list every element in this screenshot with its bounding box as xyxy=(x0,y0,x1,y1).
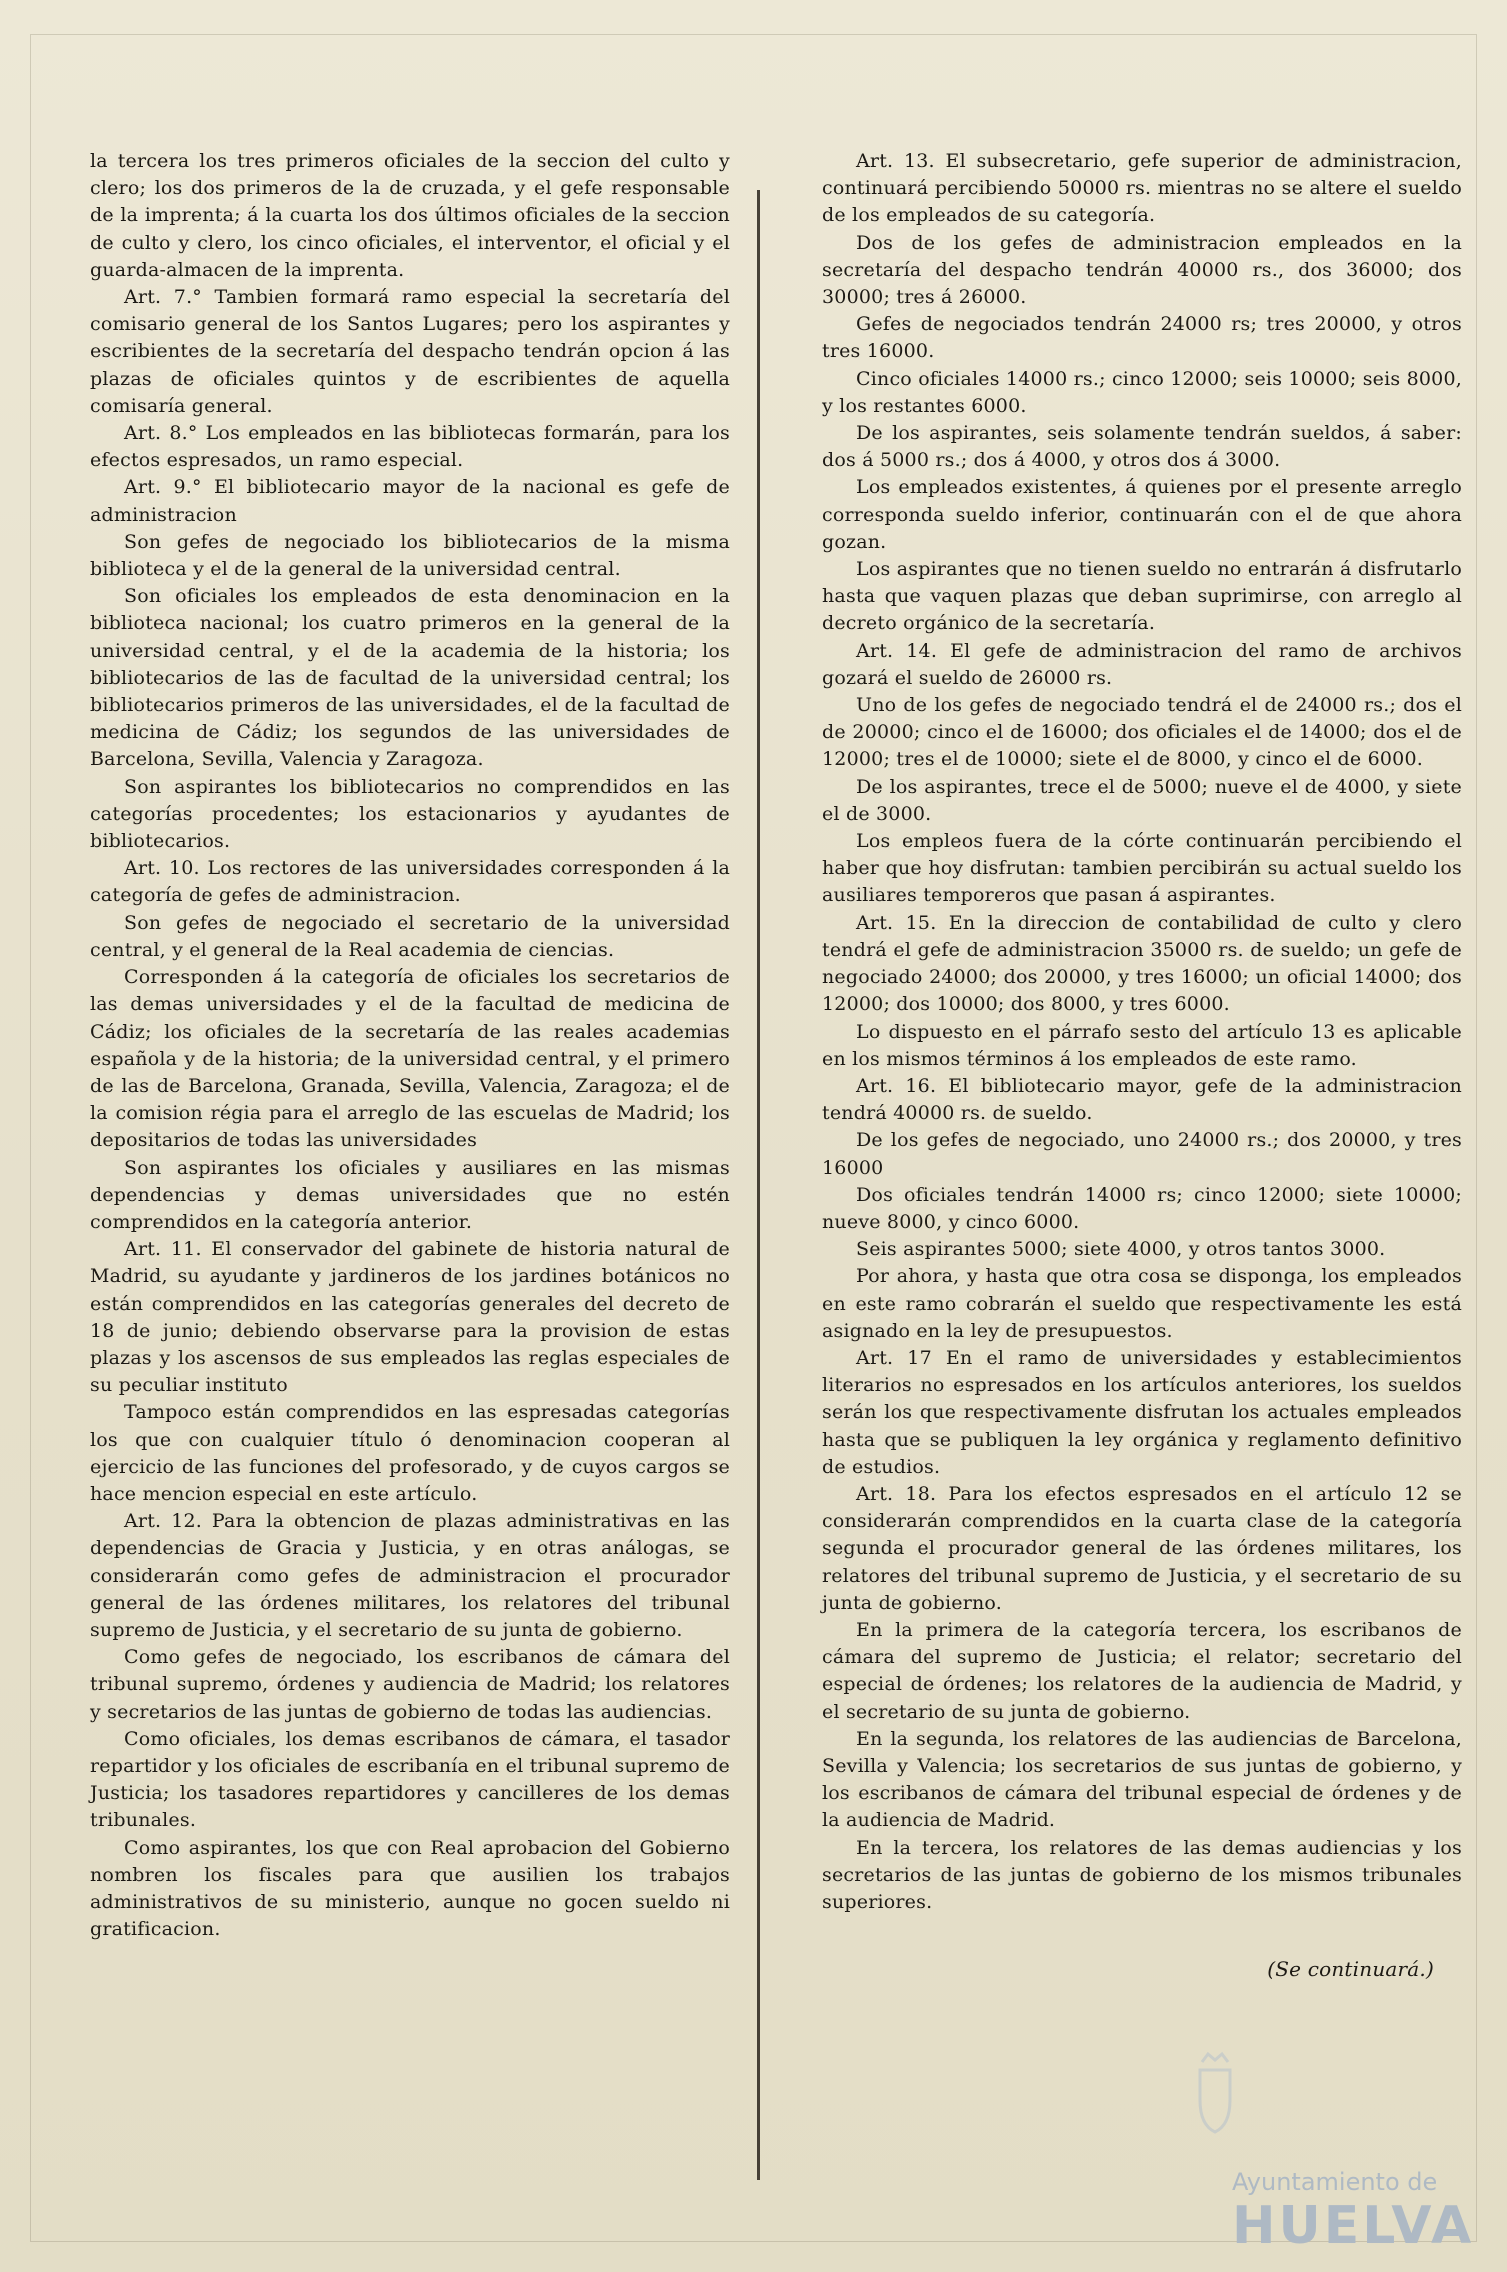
paragraph: Cinco oficiales 14000 rs.; cinco 12000; seis 10000; seis 8000, y los restantes 6000. xyxy=(822,367,1462,417)
paragraph: Lo dispuesto en el párrafo sesto del artículo 13 es aplicable en los mismos términos á los empleados de este ramo. xyxy=(822,1020,1462,1070)
paragraph: Son gefes de negociado los bibliotecarios de la misma biblioteca y el de la general de la universidad central. xyxy=(90,530,730,581)
paragraph: Gefes de negociados tendrán 24000 rs; tres 20000, y otros tres 16000. xyxy=(822,313,1462,363)
article-17: Art. 17 En el ramo de universidades y establecimientos literarios no espresados en los artículos anteriores, los sueldos serán los que respectivamente disfrutan los actuales empleados hasta que se publiquen la ley orgánica y reglamento definitivo de estudios. xyxy=(822,1346,1462,1478)
article-13: Art. 13. El subsecretario, gefe superior de administracion, continuará percibiendo 50000 rs. mientras no se altere el sueldo de los empleados de su categoría. xyxy=(822,150,1462,227)
right-column xyxy=(822,148,1462,1983)
paragraph: Corresponden á la categoría de oficiales los secretarios de las demas universidades y el de la facultad de medicina de Cádiz; los oficiales de la secretaría de las reales academias española y de la historia; de la universidad central, y el primero de las de Barcelona, Granada, Sevilla, Valencia, Zaragoza; el de la comision régia para el arreglo de las escuelas de Madrid; los depositarios de todas las universidades xyxy=(90,966,730,1152)
watermark-line-1: Ayuntamiento de xyxy=(1232,2168,1438,2196)
article-12: Art. 12. Para la obtencion de plazas administrativas en las dependencias de Gracia y Justicia, y en otras análogas, se considerarán como gefes de administracion el procurador general de las órdenes militares, los relatores del tribunal supremo de Justicia, y el secretario de su junta de gobierno. xyxy=(90,1510,730,1641)
paragraph: Como aspirantes, los que con Real aprobacion del Gobierno nombren los fiscales para que ausilien los trabajos administrativos de su ministerio, aunque no gocen sueldo ni gratificacion. xyxy=(90,1836,730,1941)
paragraph: Los aspirantes que no tienen sueldo no entrarán á disfrutarlo hasta que vaquen plazas que deban suprimirse, con arreglo al decreto orgánico de la secretaría. xyxy=(822,558,1462,635)
paragraph: Son aspirantes los oficiales y ausiliares en las mismas dependencias y demas universidades que no estén comprendidos en la categoría anterior. xyxy=(90,1156,730,1233)
article-15: Art. 15. En la direccion de contabilidad de culto y clero tendrá el gefe de administracion 35000 rs. de sueldo; un gefe de negociado 24000; dos 20000, y tres 16000; un oficial 14000; dos 12000; dos 10000; dos 8000, y tres 6000. xyxy=(822,911,1462,1016)
paragraph: Por ahora, y hasta que otra cosa se disponga, los empleados en este ramo cobrarán el sueldo que respectivamente les está asignado en la ley de presupuestos. xyxy=(822,1265,1462,1342)
article-14: Art. 14. El gefe de administracion del ramo de archivos gozará el sueldo de 26000 rs. xyxy=(822,639,1462,689)
paragraph: En la segunda, los relatores de las audiencias de Barcelona, Sevilla y Valencia; los secretarios de sus juntas de gobierno, y los escribanos de cámara del tribunal especial de órdenes y de la audiencia de Madrid. xyxy=(822,1727,1462,1832)
article-10: Art. 10. Los rectores de las universidades corresponden á la categoría de gefes de administracion. xyxy=(90,857,730,907)
paragraph: De los gefes de negociado, uno 24000 rs.; dos 20000, y tres 16000 xyxy=(822,1129,1462,1179)
column-divider xyxy=(757,190,760,2180)
paragraph: En la primera de la categoría tercera, los escribanos de cámara del supremo de Justicia; el relator; secretario del especial de órdenes; los relatores de la audiencia de Madrid, y el secretario de su junta de gobierno. xyxy=(822,1618,1462,1723)
article-18: Art. 18. Para los efectos espresados en el artículo 12 se considerarán comprendidos en la cuarta clase de la categoría segunda el procurador general de las órdenes militares, los relatores del tribunal supremo de Justicia, y el secretario de su junta de gobierno. xyxy=(822,1482,1462,1614)
paragraph: Los empleos fuera de la córte continuarán percibiendo el haber que hoy disfrutan: tambien percibirán su actual sueldo los ausiliares temporeros que pasan á aspirantes. xyxy=(822,830,1462,907)
paragraph: Los empleados existentes, á quienes por el presente arreglo corresponda sueldo inferior, continuarán con el de que ahora gozan. xyxy=(822,476,1462,553)
paragraph: En la tercera, los relatores de las demas audiencias y los secretarios de las juntas de gobierno de los mismos tribunales superiores. xyxy=(822,1836,1462,1913)
paragraph: Como gefes de negociado, los escribanos de cámara del tribunal supremo, órdenes y audiencia de Madrid; los relatores y secretarios de las juntas de gobierno de todas las audiencias. xyxy=(90,1646,730,1723)
paragraph: Tampoco están comprendidos en las espresadas categorías los que con cualquier título ó denominacion cooperan al ejercicio de las funciones del profesorado, y de cuyos cargos se hace mencion especial en este artículo. xyxy=(90,1401,730,1505)
left-column xyxy=(90,148,730,1943)
article-16: Art. 16. El bibliotecario mayor, gefe de la administracion tendrá 40000 rs. de sueldo. xyxy=(822,1074,1462,1125)
paragraph: Son aspirantes los bibliotecarios no comprendidos en las categorías procedentes; los estacionarios y ayudantes de bibliotecarios. xyxy=(90,775,730,853)
article-8: Art. 8.° Los empleados en las bibliotecas formarán, para los efectos espresados, un ramo especial. xyxy=(90,422,730,472)
article-9: Art. 9.° El bibliotecario mayor de la nacional es gefe de administracion xyxy=(90,476,730,526)
paragraph: Como oficiales, los demas escribanos de cámara, el tasador repartidor y los oficiales de escribanía en el tribunal supremo de Justicia; los tasadores repartidores y cancilleres de los demas tribunales. xyxy=(90,1727,730,1832)
paragraph: Seis aspirantes 5000; siete 4000, y otros tantos 3000. xyxy=(856,1238,1386,1261)
paragraph: Dos de los gefes de administracion empleados en la secretaría del despacho tendrán 40000 rs., dos 36000; dos 30000; tres á 26000. xyxy=(822,231,1462,309)
article-7: Art. 7.° Tambien formará ramo especial la secretaría del comisario general de los Santos Lugares; pero los aspirantes y escribientes de la secretaría del despacho tendrán opcion á las plazas de oficiales quintos y de escribientes de aquella comisaría general. xyxy=(90,286,730,417)
continuation-note: (Se continuará.) xyxy=(1267,1957,1434,1982)
article-11: Art. 11. El conservador del gabinete de historia natural de Madrid, su ayudante y jardineros de los jardines botánicos no están comprendidos en las categorías generales del decreto de 18 de junio; debiendo observarse para la provision de estas plazas y los ascensos de sus empleados las reglas especiales de su peculiar instituto xyxy=(90,1238,730,1397)
paragraph: Dos oficiales tendrán 14000 rs; cinco 12000; siete 10000; nueve 8000, y cinco 6000. xyxy=(822,1183,1462,1233)
paragraph: Son oficiales los empleados de esta denominacion en la biblioteca nacional; los cuatro primeros en la general de la universidad central, y el de la academia de la historia; los bibliotecarios de las de facultad de la universidad central; los bibliotecarios primeros de las universidades, el de la facultad de medicina de Cádiz; los segundos de las universidades de Barcelona, Sevilla, Valencia y Zaragoza. xyxy=(90,585,730,771)
paragraph: la tercera los tres primeros oficiales de la seccion del culto y clero; los dos primeros de la de cruzada, y el gefe responsable de la imprenta; á la cuarta los dos últimos oficiales de la seccion de culto y clero, los cinco oficiales, el interventor, el oficial y el guarda-almacen de la imprenta. xyxy=(90,150,730,281)
paragraph: Uno de los gefes de negociado tendrá el de 24000 rs.; dos el de 20000; cinco el de 16000; dos oficiales el de 14000; dos el de 12000; tres el de 10000; siete el de 8000, y cinco el de 6000. xyxy=(822,694,1462,771)
paragraph: Son gefes de negociado el secretario de la universidad central, y el general de la Real academia de ciencias. xyxy=(90,911,730,961)
paragraph: De los aspirantes, trece el de 5000; nueve el de 4000, y siete el de 3000. xyxy=(822,775,1462,825)
paragraph: De los aspirantes, seis solamente tendrán sueldos, á saber: dos á 5000 rs.; dos á 4000, y otros dos á 3000. xyxy=(822,422,1462,472)
watermark-line-2: HUELVA xyxy=(1232,2196,1475,2256)
